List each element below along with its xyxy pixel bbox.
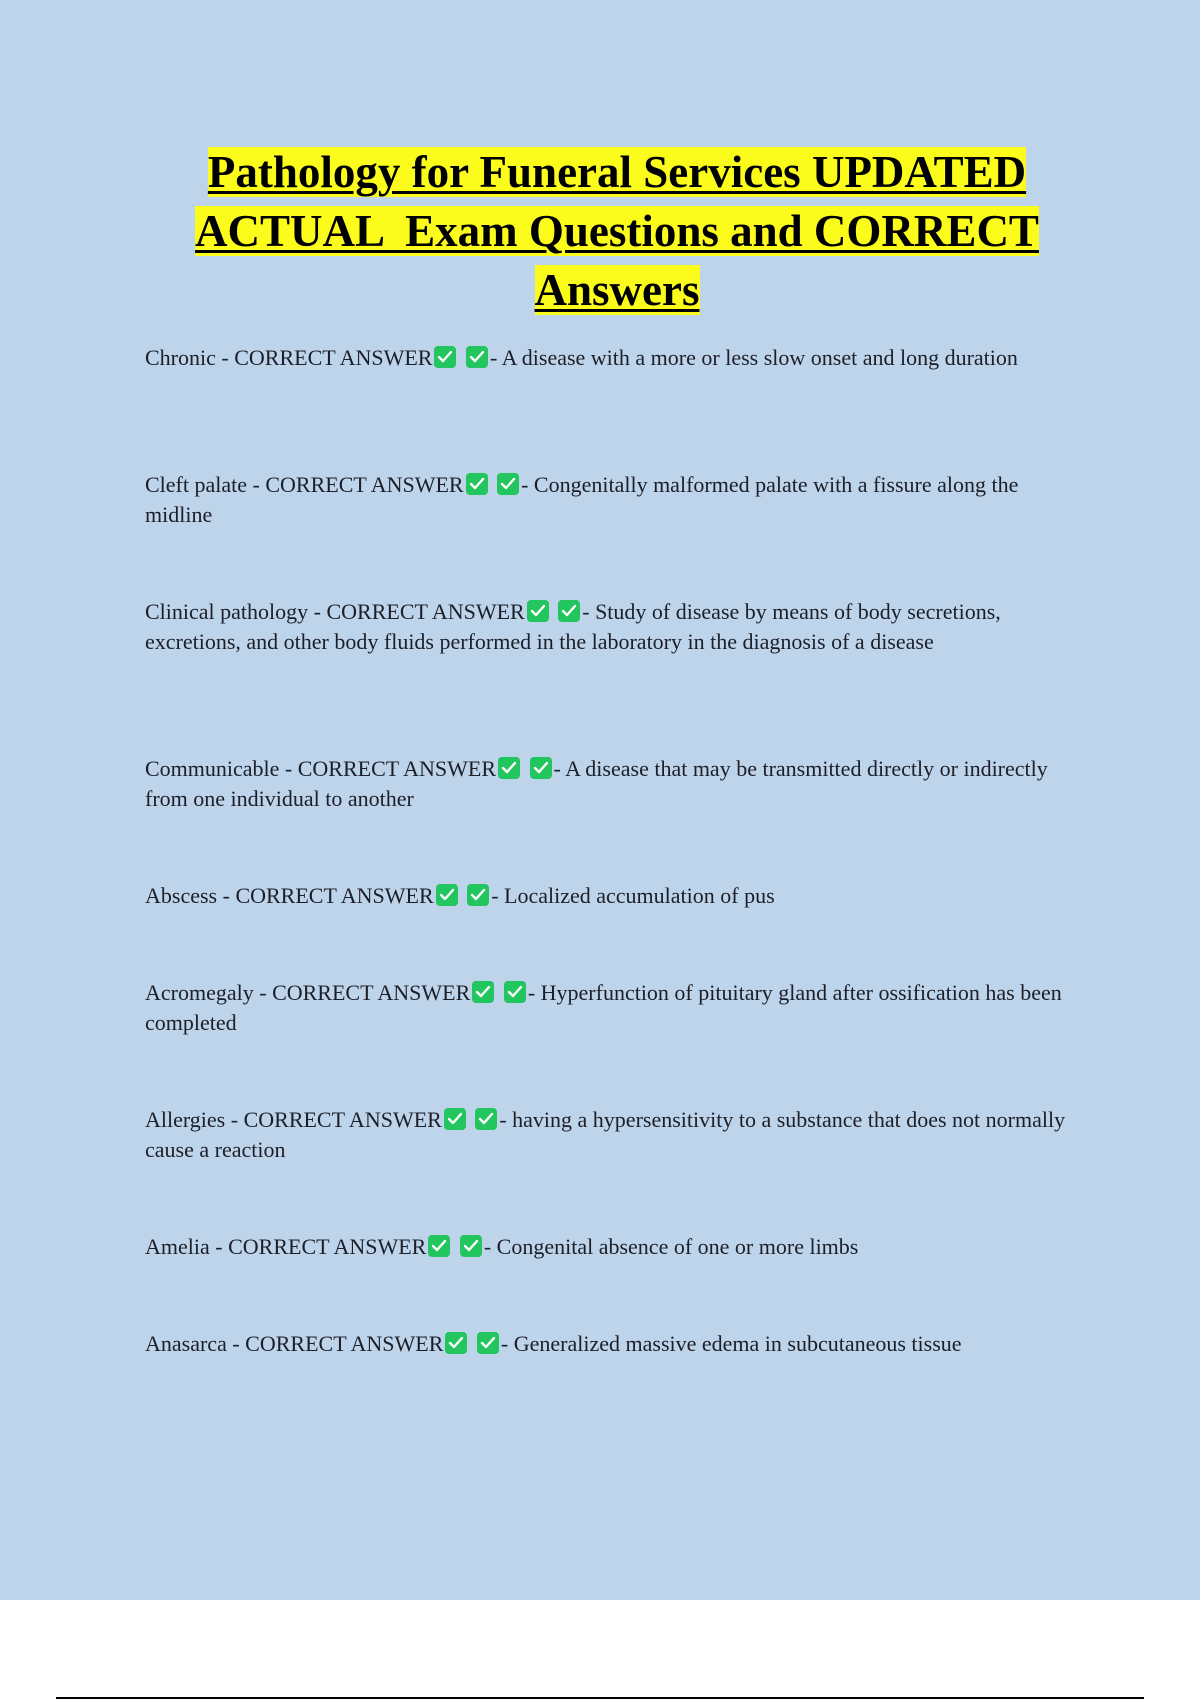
qa-entry: Anasarca - CORRECT ANSWER - Generalized massive edema in subcutaneous tissue <box>145 1331 962 1356</box>
answer-marker: CORRECT ANSWER <box>326 599 525 624</box>
qa-entry: Clinical pathology - CORRECT ANSWER - Study of disease by means of body secretions, excretions, and other body fluids performed in the laboratory in the diagnosis of a disease <box>145 599 1001 654</box>
entry-term: Acromegaly <box>145 980 254 1005</box>
green-check-square-icon <box>428 1235 450 1257</box>
entry-term: Clinical pathology <box>145 599 309 624</box>
green-check-square-icon <box>498 757 520 779</box>
document-title <box>120 143 1114 320</box>
title-line: Answers <box>534 265 700 315</box>
qa-entry: Abscess - CORRECT ANSWER - Localized accumulation of pus <box>145 883 775 908</box>
entry-definition: Hyperfunction of pituitary gland after ossification has been completed <box>145 980 1062 1035</box>
entry-definition: Congenitally malformed palate with a fissure along the midline <box>145 472 1019 527</box>
green-check-square-icon <box>497 473 519 495</box>
entry-term: Anasarca <box>145 1331 227 1356</box>
answer-marker: CORRECT ANSWER <box>235 883 434 908</box>
answer-marker: CORRECT ANSWER <box>272 980 471 1005</box>
entry-definition: Study of disease by means of body secretions, excretions, and other body fluids performed in the laboratory in the diagnosis of a disease <box>145 599 1001 654</box>
entry-definition: having a hypersensitivity to a substance that does not normally cause a reaction <box>145 1107 1066 1162</box>
entry-definition: A disease that may be transmitted directly or indirectly from one individual to another <box>145 756 1048 811</box>
green-check-square-icon <box>466 346 488 368</box>
footer-divider <box>56 1697 1144 1699</box>
entry-term: Allergies <box>145 1107 226 1132</box>
green-check-square-icon <box>558 600 580 622</box>
entry-definition: A disease with a more or less slow onset and long duration <box>501 345 1018 370</box>
qa-entry: Amelia - CORRECT ANSWER - Congenital absence of one or more limbs <box>145 1234 859 1259</box>
entry-definition: Generalized massive edema in subcutaneous tissue <box>513 1331 962 1356</box>
green-check-square-icon <box>475 1108 497 1130</box>
qa-entry: Cleft palate - CORRECT ANSWER - Congenitally malformed palate with a fissure along the midline <box>145 472 1019 527</box>
answer-marker: CORRECT ANSWER <box>265 472 464 497</box>
green-check-square-icon <box>445 1332 467 1354</box>
green-check-square-icon <box>436 884 458 906</box>
entry-definition: Congenital absence of one or more limbs <box>496 1234 859 1259</box>
title-line: Pathology for Funeral Services UPDATED <box>207 147 1027 197</box>
green-check-square-icon <box>434 346 456 368</box>
qa-entry: Chronic - CORRECT ANSWER - A disease with a more or less slow onset and long duration <box>145 345 1018 370</box>
green-check-square-icon <box>527 600 549 622</box>
green-check-square-icon <box>472 981 494 1003</box>
green-check-square-icon <box>530 757 552 779</box>
entry-term: Abscess <box>145 883 218 908</box>
answer-marker: CORRECT ANSWER <box>228 1234 427 1259</box>
qa-entry: Allergies - CORRECT ANSWER - having a hypersensitivity to a substance that does not normally cause a reaction <box>145 1107 1066 1162</box>
answer-marker: CORRECT ANSWER <box>297 756 496 781</box>
green-check-square-icon <box>504 981 526 1003</box>
green-check-square-icon <box>460 1235 482 1257</box>
answer-marker: CORRECT ANSWER <box>234 345 433 370</box>
qa-entry: Communicable - CORRECT ANSWER - A disease that may be transmitted directly or indirectly from one individual to another <box>145 756 1048 811</box>
answer-marker: CORRECT ANSWER <box>245 1331 444 1356</box>
answer-marker: CORRECT ANSWER <box>243 1107 442 1132</box>
green-check-square-icon <box>466 473 488 495</box>
qa-entry: Acromegaly - CORRECT ANSWER - Hyperfunction of pituitary gland after ossification has been completed <box>145 980 1062 1035</box>
entry-term: Communicable <box>145 756 280 781</box>
entry-term: Chronic <box>145 345 216 370</box>
green-check-square-icon <box>467 884 489 906</box>
title-line: ACTUAL Exam Questions and CORRECT <box>195 206 1039 256</box>
entry-definition: Localized accumulation of pus <box>504 883 775 908</box>
green-check-square-icon <box>477 1332 499 1354</box>
entry-term: Amelia <box>145 1234 210 1259</box>
green-check-square-icon <box>444 1108 466 1130</box>
entry-term: Cleft palate <box>145 472 248 497</box>
